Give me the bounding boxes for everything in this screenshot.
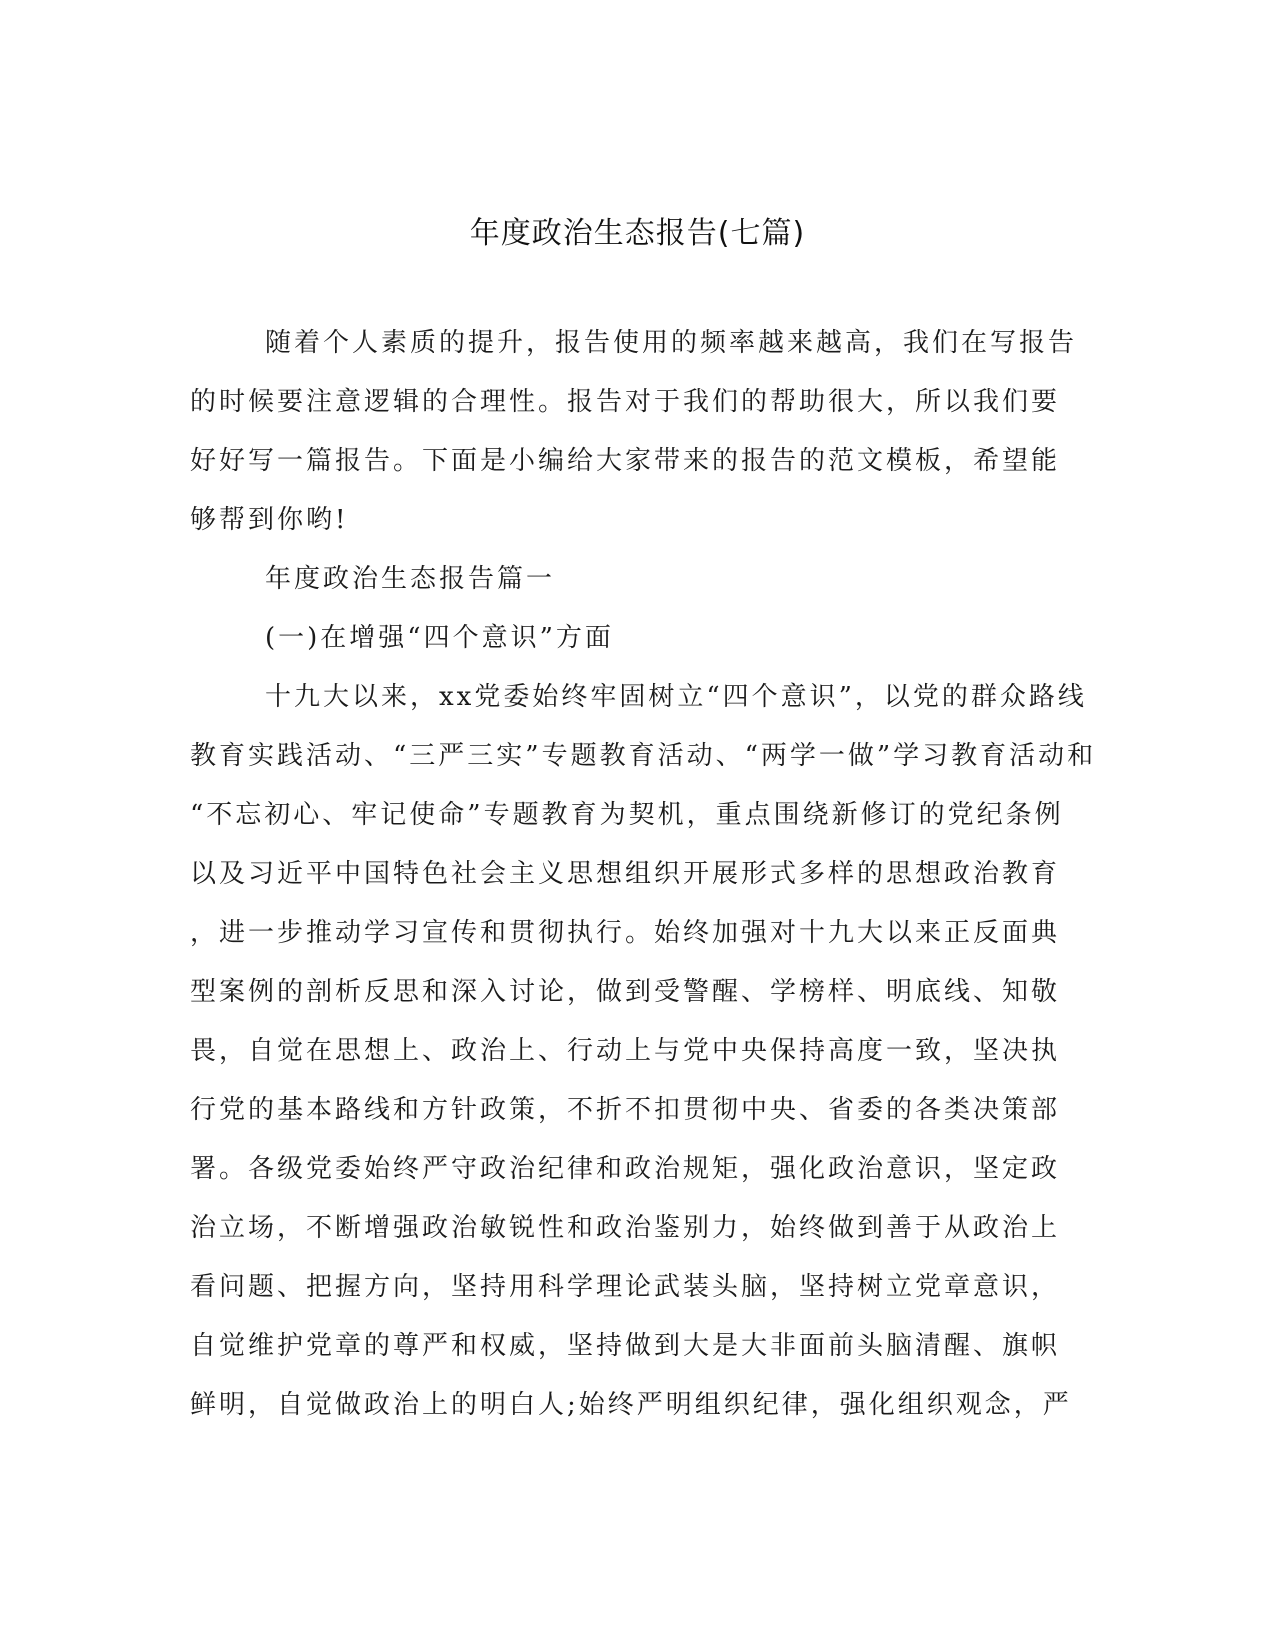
body-line: 教育实践活动、“三严三实”专题教育活动、“两学一做”学习教育活动和 [190,741,1097,771]
body-line: 够帮到你哟! [190,505,349,535]
body-line: 署。各级党委始终严守政治纪律和政治规矩，强化政治意识，坚定政 [190,1154,1061,1184]
body-line: 看问题、把握方向，坚持用科学理论武装头脑，坚持树立党章意识， [190,1272,1061,1302]
document-title: 年度政治生态报告(七篇) [469,216,806,251]
body-line: 自觉维护党章的尊严和权威，坚持做到大是大非面前头脑清醒、旗帜 [190,1331,1061,1361]
body-line: 行党的基本路线和方针政策，不折不扣贯彻中央、省委的各类决策部 [190,1095,1061,1125]
body-line: 畏，自觉在思想上、政治上、行动上与党中央保持高度一致，坚决执 [190,1036,1061,1066]
body-line: “不忘初心、牢记使命”专题教育为契机，重点围绕新修订的党纪条例 [190,800,1064,830]
body-line: 型案例的剖析反思和深入讨论，做到受警醒、学榜样、明底线、知敬 [190,977,1061,1007]
body-line: 治立场，不断增强政治敏锐性和政治鉴别力，始终做到善于从政治上 [190,1213,1061,1243]
body-line: 鲜明，自觉做政治上的明白人;始终严明组织纪律，强化组织观念，严 [190,1390,1072,1420]
subsection-heading: (一)在增强“四个意识”方面 [265,623,614,653]
section-heading: 年度政治生态报告篇一 [265,564,556,594]
body-line: 十九大以来，xx党委始终牢固树立“四个意识”，以党的群众路线 [265,682,1087,712]
body-line: 好好写一篇报告。下面是小编给大家带来的报告的范文模板，希望能 [190,446,1061,476]
body-line: ，进一步推动学习宣传和贯彻执行。始终加强对十九大以来正反面典 [190,918,1061,948]
body-line: 随着个人素质的提升，报告使用的频率越来越高，我们在写报告 [265,328,1078,358]
body-line: 以及习近平中国特色社会主义思想组织开展形式多样的思想政治教育 [190,859,1061,889]
body-line: 的时候要注意逻辑的合理性。报告对于我们的帮助很大，所以我们要 [190,387,1061,417]
